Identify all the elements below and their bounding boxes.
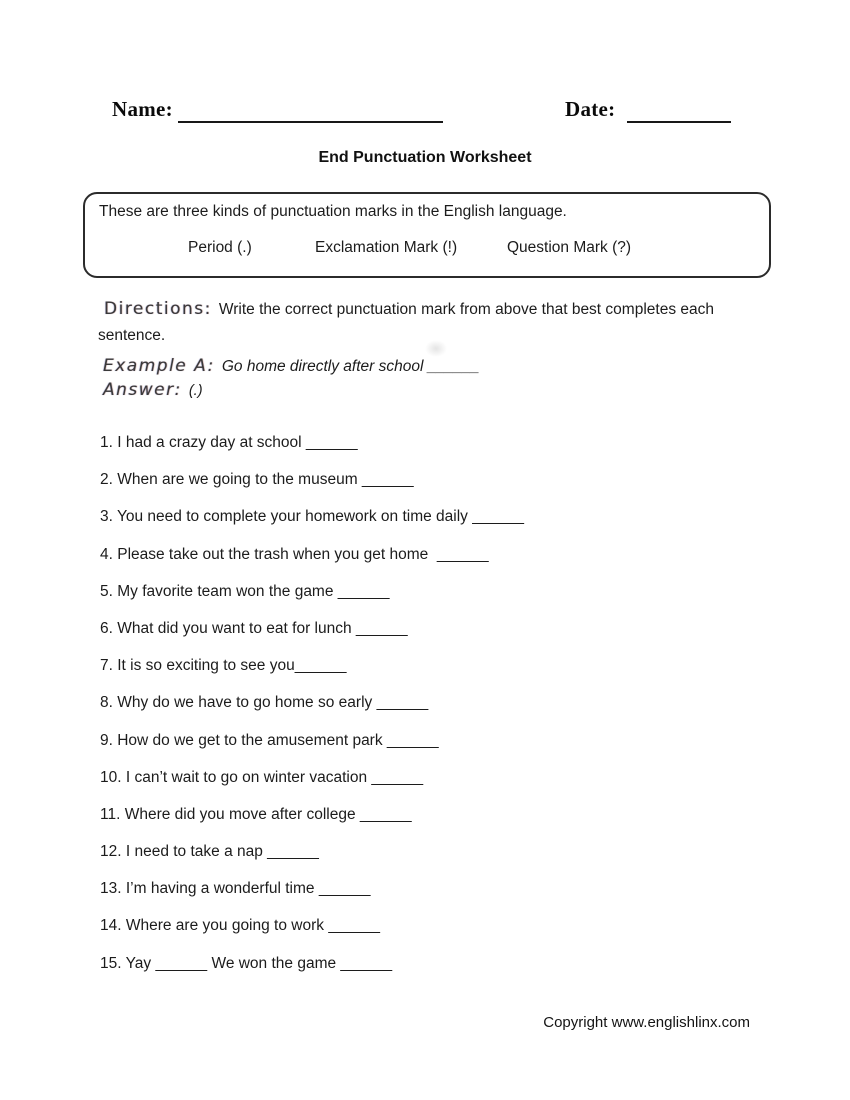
example-label: Example A: [103,356,215,376]
date-blank-line [627,121,731,123]
question-item: 7. It is so exciting to see you______ [100,657,347,675]
mark-question: Question Mark (?) [507,239,632,256]
question-item: 1. I had a crazy day at school ______ [100,434,358,451]
question-item: 4. Please take out the trash when you get home ______ [100,545,489,563]
question-item: 13. I’m having a wonderful time ______ [100,880,371,898]
answer-line [103,379,479,404]
directions-label: Directions: [104,299,212,319]
info-box-intro: These are three kinds of punctuation marks in the English language. [99,203,567,220]
name-label: Name: [112,97,173,121]
question-item: 5. My favorite team won the game ______ [100,582,390,600]
page-title: End Punctuation Worksheet [318,149,532,166]
example-sentence: Go home directly after school ______ [221,358,480,375]
question-item: 11. Where did you move after college ______ [100,805,412,823]
copyright-text: Copyright www.englishlinx.com [543,1014,750,1031]
example-line [103,355,479,379]
question-item: 3. You need to complete your homework on time daily ______ [100,508,524,526]
mark-period: Period (.) [188,239,252,256]
punctuation-info-box [83,192,771,278]
date-label: Date: [565,97,616,121]
question-item: 6. What did you want to eat for lunch ______ [100,619,408,637]
question-item: 12. I need to take a nap ______ [100,843,319,861]
answer-label: Answer: [103,379,182,400]
mark-exclamation: Exclamation Mark (!) [315,239,458,256]
question-item: 9. How do we get to the amusement park ______ [100,731,439,749]
example-block [103,355,479,403]
question-item: 14. Where are you going to work ______ [100,917,381,935]
directions-text: Write the correct punctuation mark from above that best completes each sentence. [98,301,714,344]
directions-paragraph [98,296,720,349]
question-item: 8. Why do we have to go home so early ______ [100,694,429,712]
answer-value: (.) [188,382,203,399]
questions-list [100,424,524,982]
question-item: 2. When are we going to the museum ______ [100,471,414,489]
question-item: 10. I can’t wait to go on winter vacation ______ [100,768,424,786]
question-item: 15. Yay ______ We won the game ______ [100,954,393,972]
name-blank-line [178,121,443,123]
